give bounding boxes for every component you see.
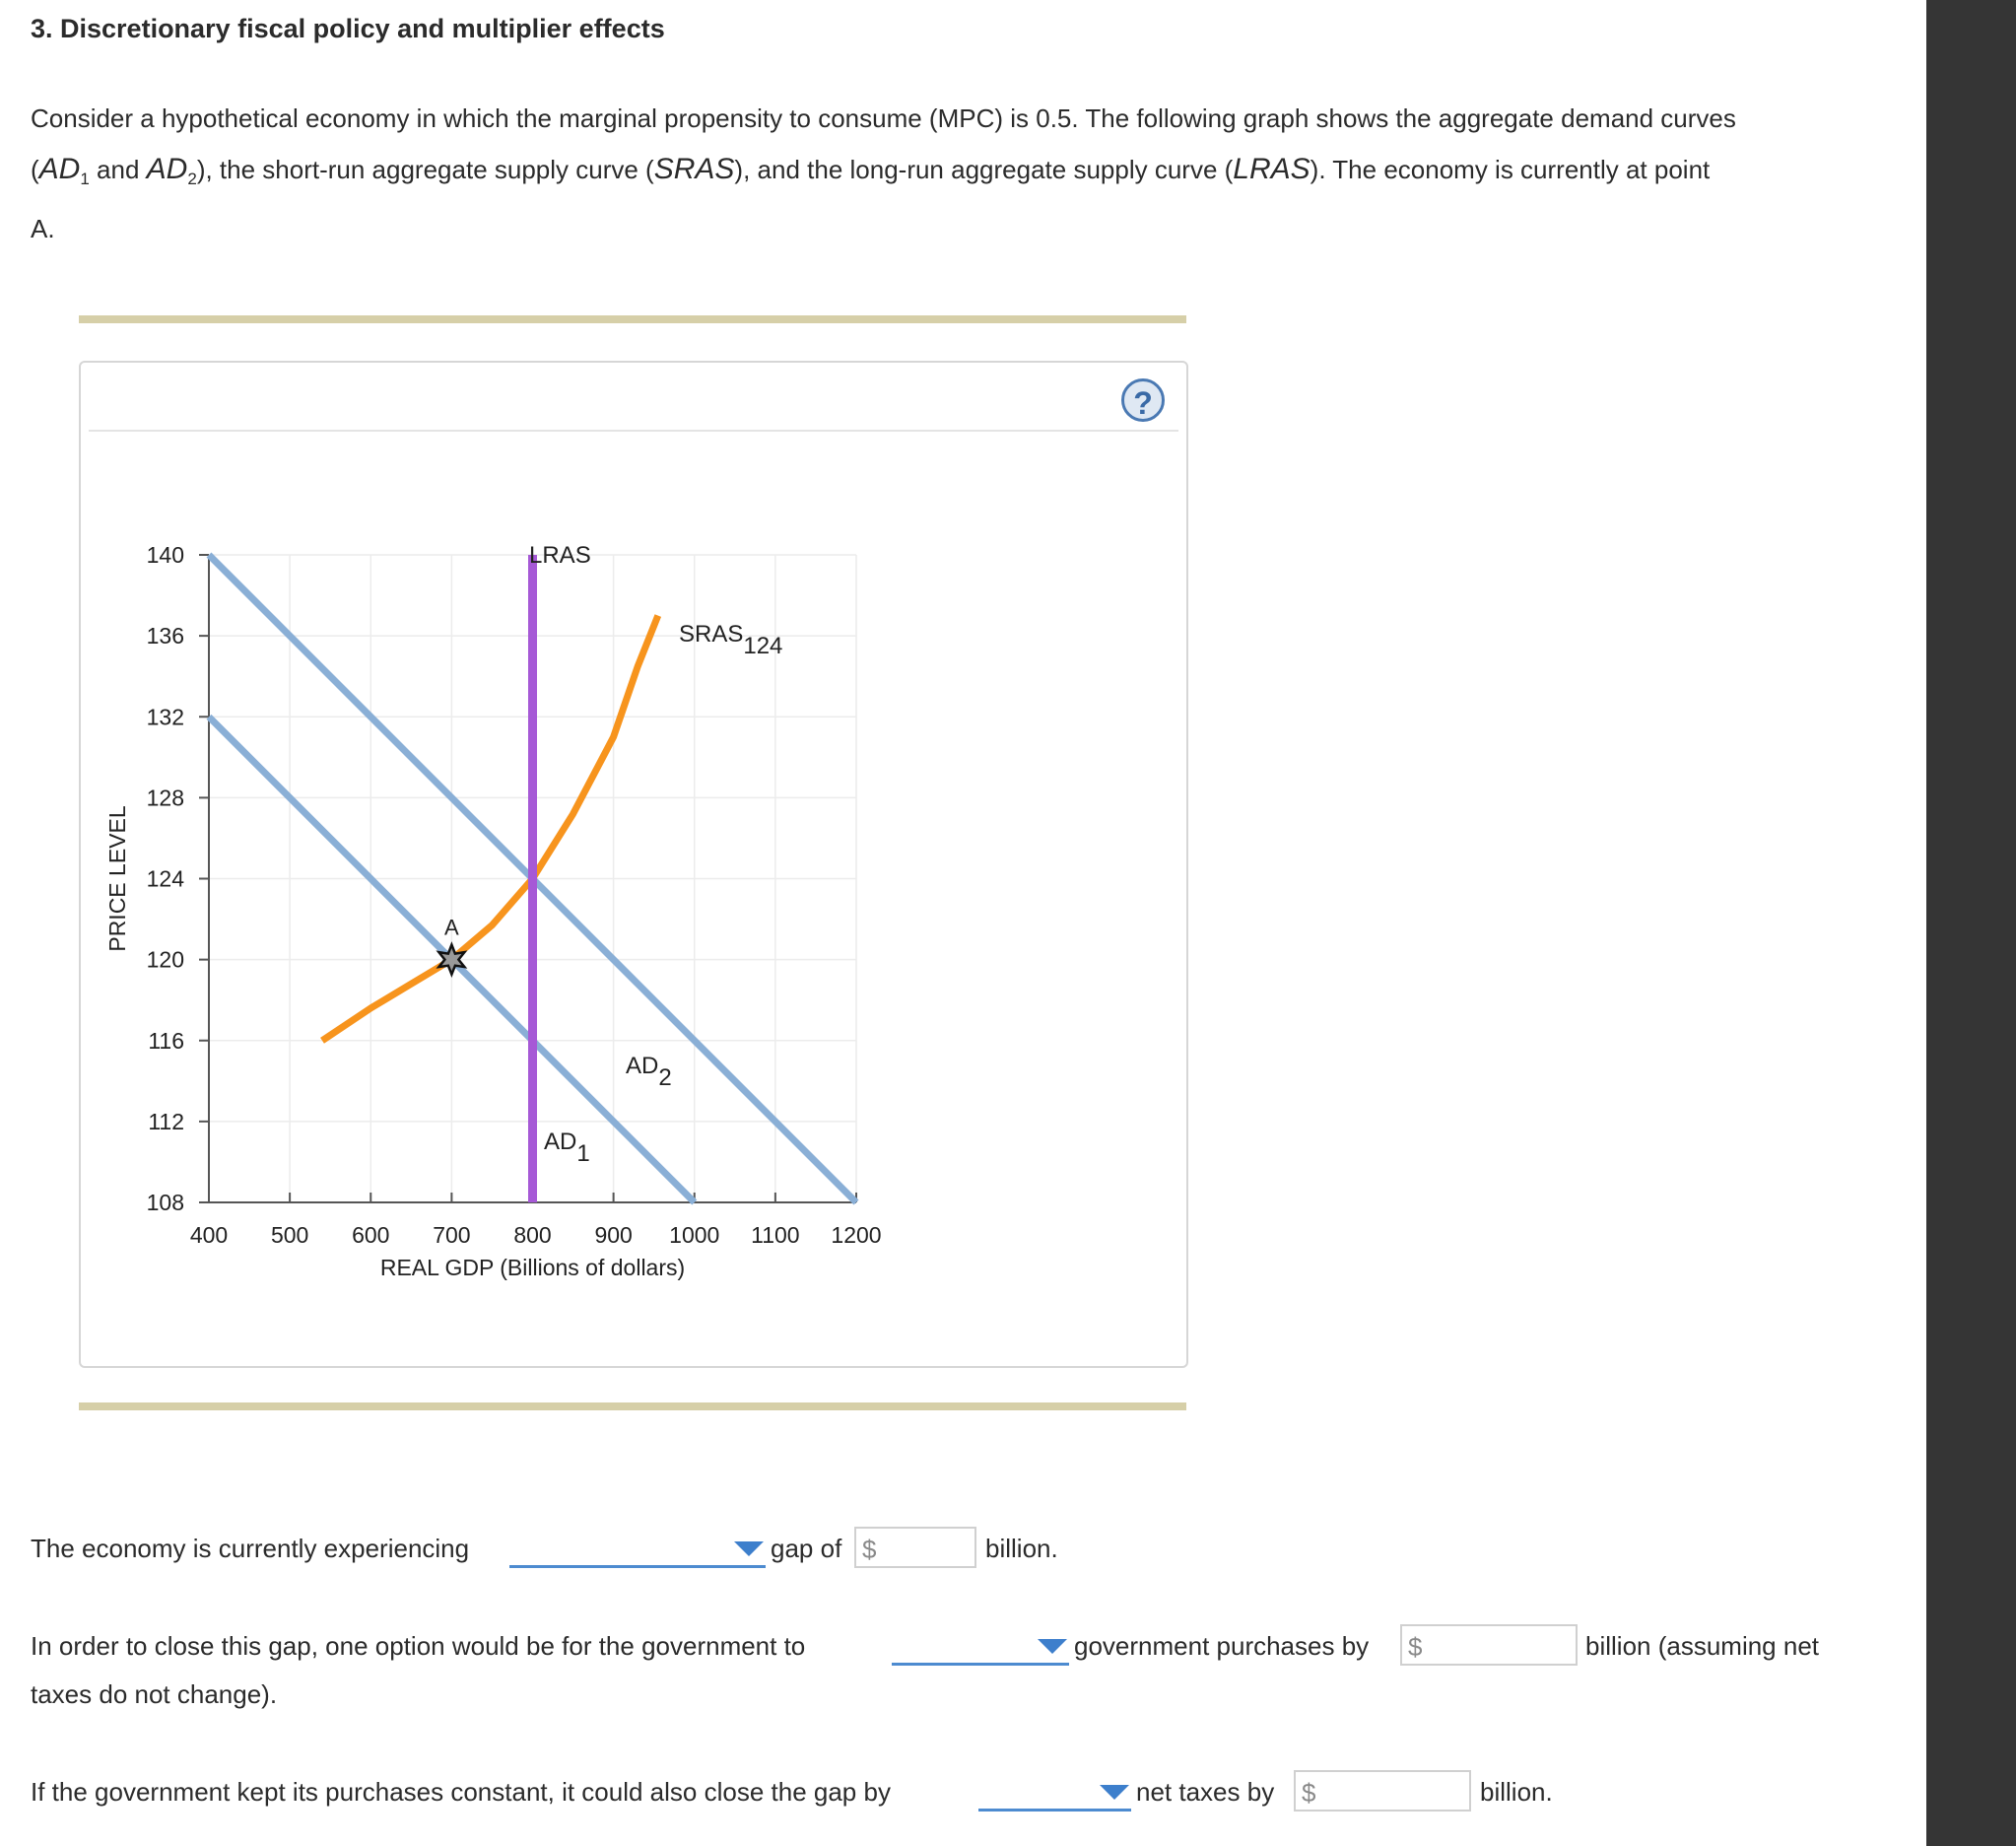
question-paragraph-line-2: ($AD_1$ and $AD_2$), the short-run aggregate supply curve (SRAS), and the long-run aggregate supply curve (LRAS). The economy is currently at point [31, 153, 1711, 189]
y-tick-label-136: 136 [146, 623, 184, 650]
question-title: 3. Discretionary fiscal policy and multiplier effects [31, 14, 665, 43]
help-icon[interactable]: ? [1121, 378, 1165, 422]
x-tick-label-600: 600 [352, 1222, 390, 1248]
gap-type-dropdown[interactable] [509, 1530, 766, 1568]
line1-mid: gap of [771, 1534, 842, 1563]
gap-amount-input[interactable] [882, 1531, 973, 1564]
dollar-sign: $ [1408, 1632, 1423, 1662]
y-tick-label-132: 132 [146, 704, 184, 730]
purchases-amount-input[interactable] [1428, 1628, 1574, 1662]
ad-as-chart [81, 363, 1182, 1362]
y-tick-label-112: 112 [148, 1108, 184, 1134]
dollar-sign: $ [1302, 1778, 1316, 1808]
series-label-ad2: AD2 [626, 1053, 672, 1091]
taxes-amount-field[interactable] [1294, 1770, 1471, 1812]
y-tick-label-116: 116 [148, 1027, 184, 1054]
line3-mid: net taxes by [1136, 1777, 1275, 1807]
purchases-direction-dropdown[interactable] [892, 1627, 1069, 1666]
question-paragraph-line-3: A. [31, 214, 55, 244]
x-tick-label-400: 400 [189, 1222, 229, 1248]
y-tick-label-128: 128 [146, 785, 184, 811]
series-label-subscript: 2 [658, 1064, 672, 1091]
x-tick-label-900: 900 [594, 1222, 633, 1248]
question-paragraph-line-1: Consider a hypothetical economy in which the marginal propensity to consume (MPC) is 0.5. The following graph shows the aggregate demand curves [31, 103, 1736, 133]
dollar-sign: $ [862, 1535, 877, 1564]
series-label-lras: LRAS [529, 542, 591, 569]
line2-continuation: taxes do not change). [31, 1679, 278, 1709]
taxes-amount-input[interactable] [1321, 1774, 1467, 1808]
y-tick-label-108: 108 [146, 1190, 184, 1215]
taxes-direction-dropdown[interactable] [978, 1773, 1131, 1812]
purchases-amount-field[interactable] [1400, 1624, 1578, 1666]
window-scrollbar[interactable] [1926, 0, 2016, 1846]
x-tick-label-700: 700 [433, 1222, 471, 1248]
series-label-subscript: 1 [576, 1140, 590, 1167]
gap-amount-field[interactable] [854, 1527, 976, 1568]
line2-mid: government purchases by [1074, 1631, 1370, 1661]
x-axis-title: REAL GDP (Billions of dollars) [379, 1255, 686, 1280]
line1-suffix: billion. [985, 1534, 1058, 1563]
y-tick-label-140: 140 [146, 542, 184, 568]
y-tick-label-124: 124 [146, 865, 184, 892]
line2-prefix: In order to close this gap, one option would be for the government to [31, 1631, 806, 1661]
question-text [31, 94, 1903, 254]
x-tick-label-1000: 1000 [669, 1222, 720, 1248]
x-tick-label-500: 500 [270, 1222, 309, 1248]
line2-suffix: billion (assuming net [1585, 1631, 1820, 1661]
graph-panel [79, 361, 1188, 1368]
y-axis-title: PRICE LEVEL [104, 805, 130, 952]
graph-bottom-rule [79, 1402, 1186, 1410]
line3-suffix: billion. [1480, 1777, 1553, 1807]
series-label-subscript: 124 [743, 633, 783, 659]
chevron-down-icon [1100, 1785, 1129, 1800]
series-label-ad1: AD1 [544, 1128, 590, 1167]
chevron-down-icon [734, 1541, 764, 1556]
chevron-down-icon [1038, 1639, 1067, 1654]
x-tick-label-800: 800 [513, 1222, 552, 1248]
x-tick-label-1200: 1200 [831, 1222, 882, 1248]
graph-top-rule [79, 315, 1186, 323]
series-label-sras: SRAS124 [679, 621, 783, 659]
series-sras-line [322, 616, 658, 1041]
y-tick-label-120: 120 [146, 946, 184, 973]
x-tick-label-1100: 1100 [751, 1222, 800, 1248]
line1-prefix: The economy is currently experiencing [31, 1534, 470, 1563]
point-a-label: A [444, 915, 459, 940]
line3-prefix: If the government kept its purchases constant, it could also close the gap by [31, 1777, 891, 1807]
